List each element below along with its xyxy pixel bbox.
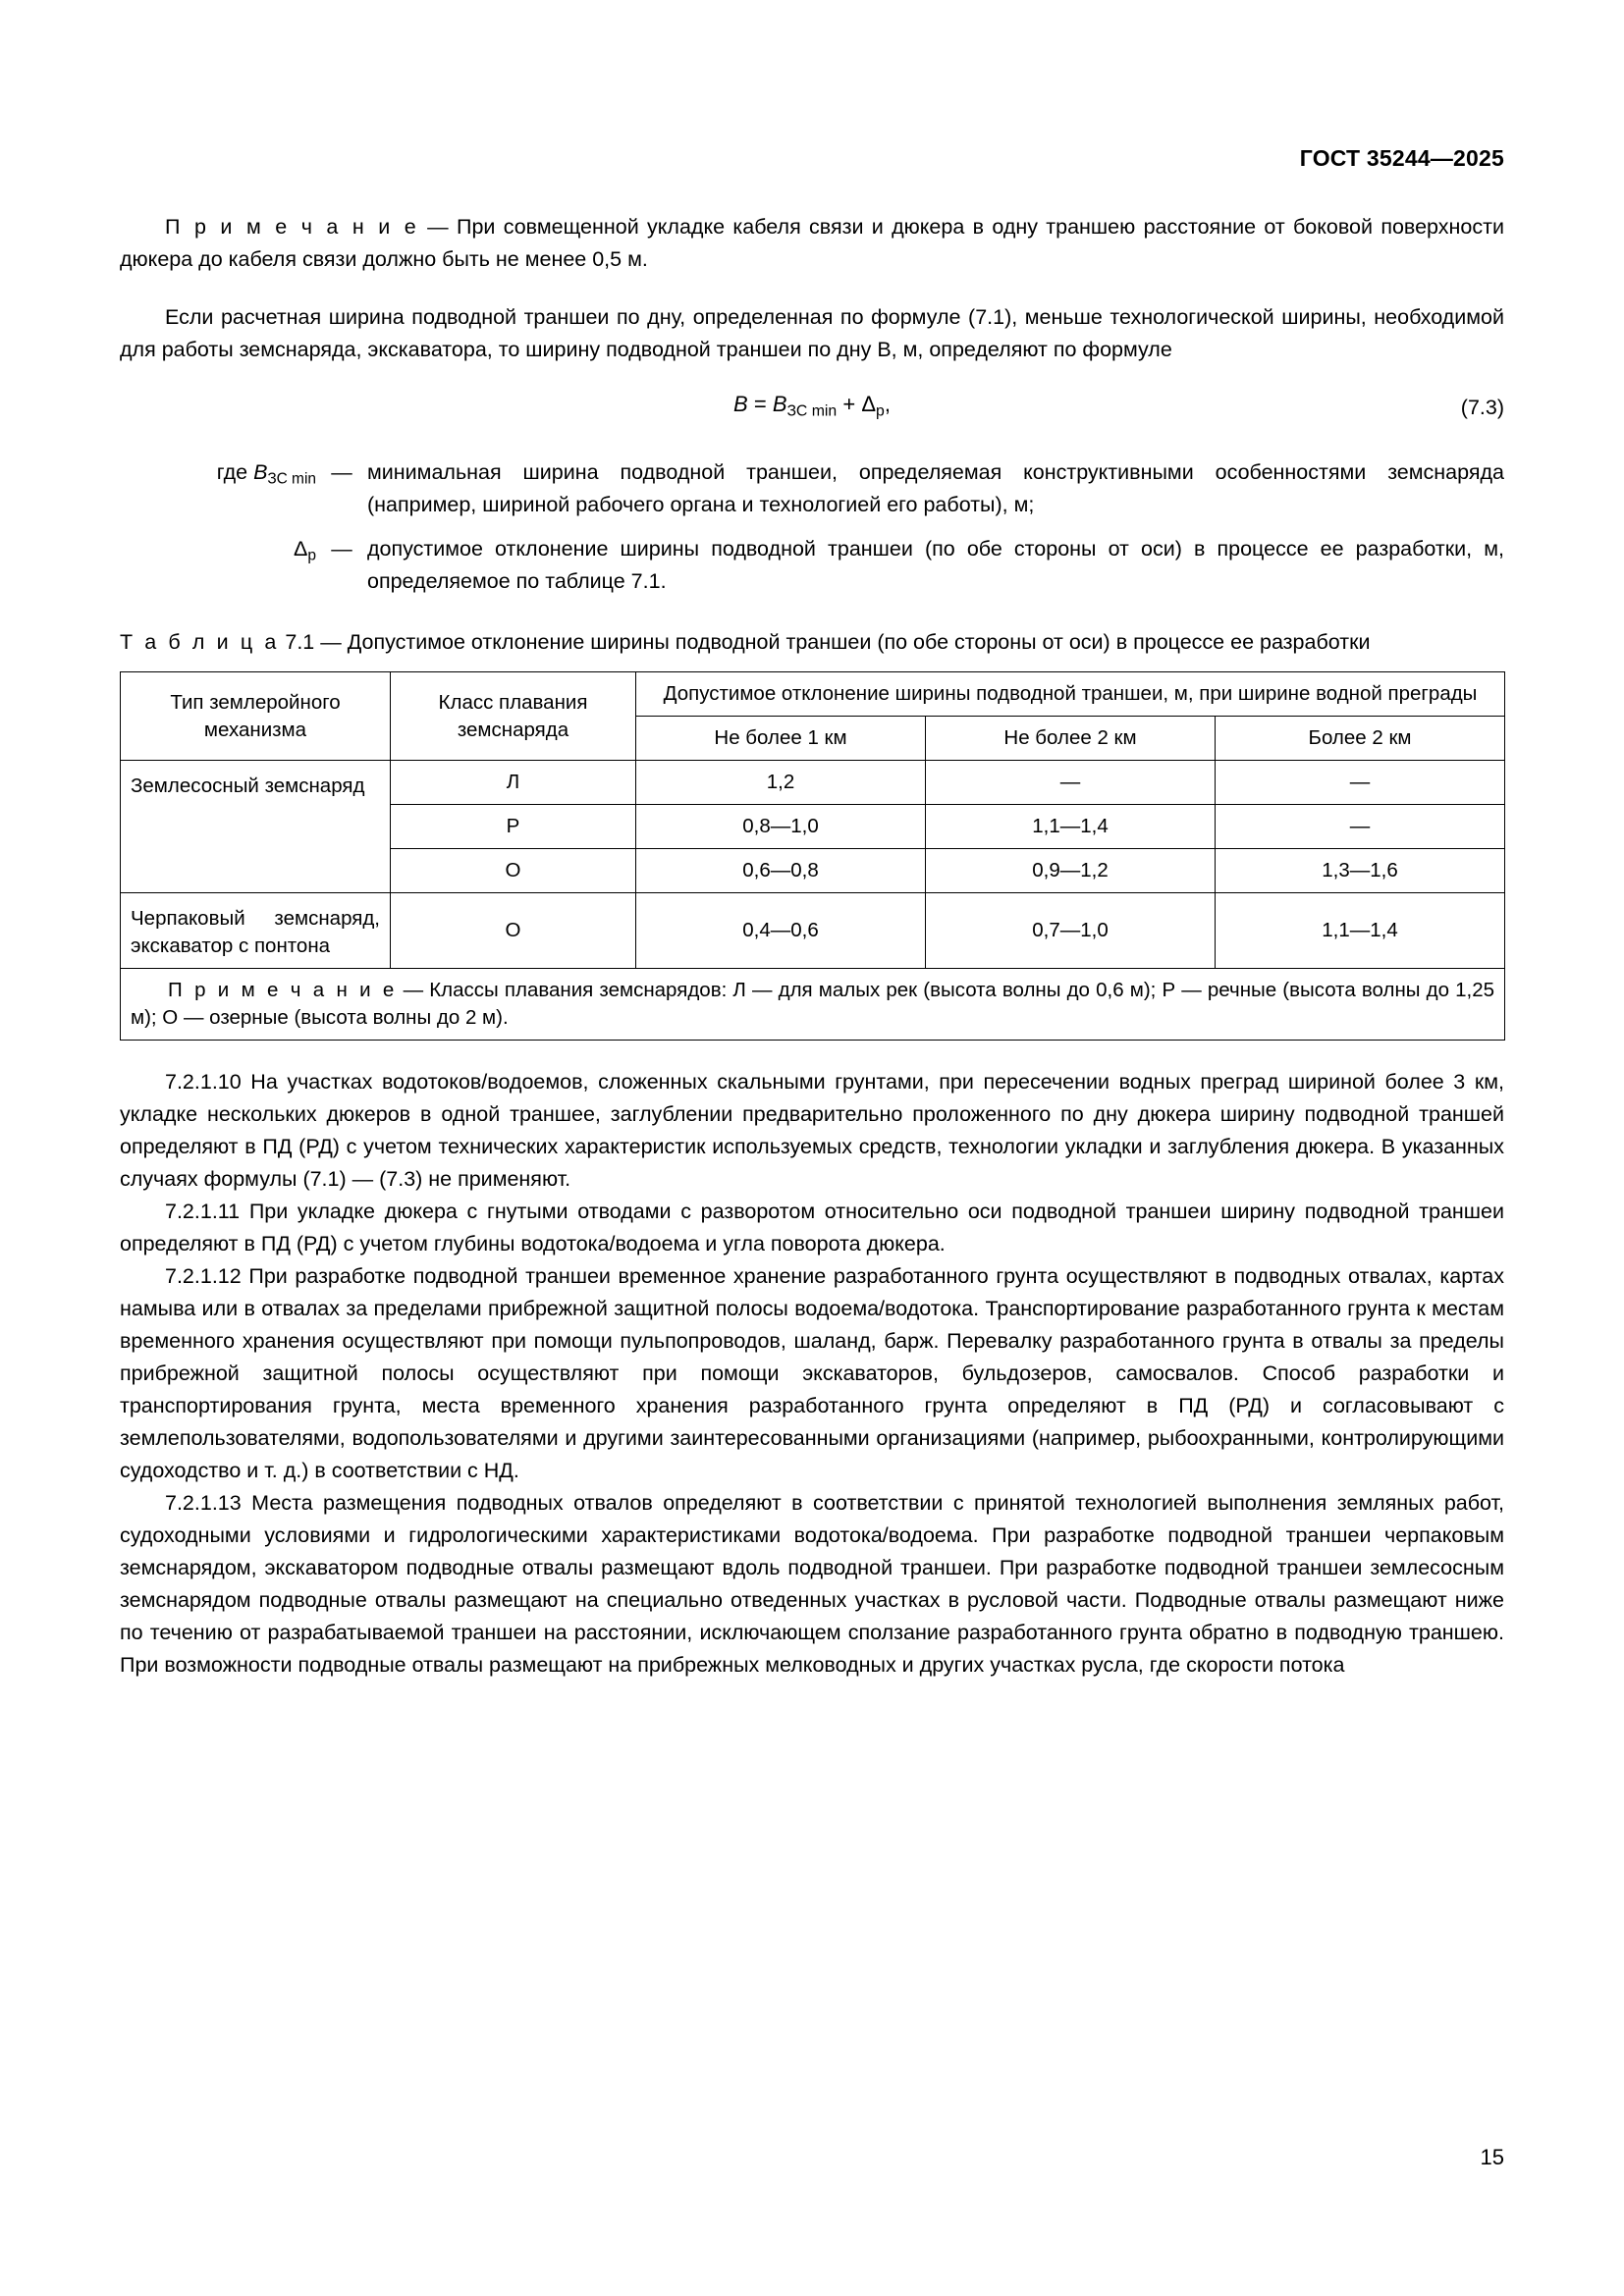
- definition-prefix: где: [216, 460, 248, 484]
- intro-paragraph-text: Если расчетная ширина подводной траншеи по дну, определенная по формуле (7.1), меньше технологической ширины, необходимой для работы земснаряда, экскаватора, то ширину подводной траншеи по дну B, м, определяют по формуле: [120, 305, 1504, 361]
- table-row: [121, 761, 1505, 805]
- formula-delta-sub: р: [876, 402, 885, 420]
- clause-number: 7.2.1.13: [165, 1491, 242, 1515]
- clause-text: При укладке дюкера с гнутыми отводами с разворотом относительно оси подводной траншеи ширину подводной траншеи определяют в ПД (РД) с учетом глубины водотока/водоема и угла поворота дюкера.: [120, 1200, 1504, 1255]
- intro-paragraph: [120, 301, 1504, 366]
- table-subheader-1km: Не более 1 км: [636, 717, 926, 761]
- definition-symbol-sub: ЗС min: [267, 470, 316, 488]
- table-cell-value-2km: 0,7—1,0: [926, 893, 1216, 969]
- clause-number: 7.2.1.10: [165, 1070, 242, 1094]
- table-row: [121, 893, 1505, 969]
- clause-7-2-1-13: [120, 1487, 1504, 1682]
- clause-7-2-1-11: [120, 1196, 1504, 1260]
- definition-item: [120, 456, 1504, 521]
- table-header-group: Допустимое отклонение ширины подводной траншеи, м, при ширине водной преграды: [636, 672, 1505, 717]
- definition-list: [120, 456, 1504, 598]
- definition-dash: —: [331, 537, 352, 561]
- table-cell-value-more2km: —: [1216, 761, 1505, 805]
- definition-term: [120, 533, 316, 598]
- table-cell-mechanism: Землесосный земснаряд: [121, 761, 391, 893]
- note-label: П р и м е ч а н и е: [165, 215, 419, 239]
- definition-dash: —: [331, 460, 352, 484]
- clause-number: 7.2.1.12: [165, 1264, 242, 1288]
- clause-7-2-1-10: [120, 1066, 1504, 1196]
- table-header-class: Класс плавания земснаряда: [391, 672, 636, 761]
- definition-term: [120, 456, 316, 521]
- table-cell-value-2km: 0,9—1,2: [926, 849, 1216, 893]
- table-note-dash: —: [403, 979, 424, 1001]
- definition-text: допустимое отклонение ширины подводной траншеи (по обе стороны от оси) в процессе ее разработки, м, определяемое по таблице 7.1.: [367, 537, 1504, 593]
- table-cell-value-more2km: —: [1216, 805, 1505, 849]
- table-7-1: [120, 671, 1505, 1041]
- table-subheader-2km: Не более 2 км: [926, 717, 1216, 761]
- table-header-mechanism: Тип землеройного механизма: [121, 672, 391, 761]
- note-paragraph: [120, 211, 1504, 276]
- clause-7-2-1-12: [120, 1260, 1504, 1487]
- formula-number: (7.3): [1460, 396, 1504, 419]
- definition-text: минимальная ширина подводной траншеи, определяемая конструктивными особенностями земснаряда (например, шириной рабочего органа и технологией его работы), м;: [367, 460, 1504, 516]
- table-caption-text: Допустимое отклонение ширины подводной траншеи (по обе стороны от оси) в процессе ее разработки: [347, 630, 1371, 654]
- table-cell-value-1km: 0,8—1,0: [636, 805, 926, 849]
- formula-delta: Δ: [861, 392, 877, 416]
- page-content: [120, 211, 1504, 1682]
- table-cell-value-2km: —: [926, 761, 1216, 805]
- table-note-text: Классы плавания земснарядов: Л — для малых рек (высота волны до 0,6 м); Р — речные (высота волны до 1,25 м); О — озерные (высота волны до 2 м).: [131, 979, 1495, 1029]
- formula-right-sub: ЗС min: [786, 402, 838, 420]
- table-cell-value-more2km: 1,1—1,4: [1216, 893, 1505, 969]
- note-dash: —: [427, 215, 449, 239]
- note-text: При совмещенной укладке кабеля связи и дюкера в одну траншею расстояние от боковой поверхности дюкера до кабеля связи должно быть не менее 0,5 м.: [120, 215, 1504, 271]
- formula-comma: ,: [884, 392, 891, 416]
- formula-equals: =: [753, 392, 767, 416]
- table-cell-value-more2km: 1,3—1,6: [1216, 849, 1505, 893]
- table-cell-value-2km: 1,1—1,4: [926, 805, 1216, 849]
- table-cell-class: Л: [391, 761, 636, 805]
- definition-symbol-sub: р: [307, 547, 316, 564]
- definition-symbol: B: [253, 460, 268, 484]
- table-cell-class: О: [391, 849, 636, 893]
- definition-symbol: Δ: [294, 537, 308, 561]
- table-caption-dash: —: [320, 630, 342, 654]
- page-header: ГОСТ 35244—2025: [1299, 145, 1504, 171]
- clause-number: 7.2.1.11: [165, 1200, 241, 1223]
- clause-text: При разработке подводной траншеи временное хранение разработанного грунта осуществляют в подводных отвалах, картах намыва или в отвалах за пределами прибрежной защитной полосы водоема/водотока. Транспортирование разработанного грунта к местам временного хранения осуществляют при помощи пульпопроводов, шаланд, барж. Перевалку разработанного грунта в отвалы за пределы прибрежной защитной полосы осуществляют при помощи экскаваторов, бульдозеров, самосвалов. Способ разработки и транспортирования грунта, места временного хранения разработанного грунта определяют в ПД (РД) и согласовывают с землепользователями, водопользователями и другими заинтересованными организациями (например, рыбоохранными, контролирующими судоходство и т. д.) в соответствии с НД.: [120, 1264, 1505, 1482]
- table-cell-class: О: [391, 893, 636, 969]
- table-cell-value-1km: 1,2: [636, 761, 926, 805]
- formula-7-3-row: [120, 392, 1504, 431]
- page-number: 15: [1480, 2145, 1504, 2169]
- table-header-row: [121, 672, 1505, 717]
- formula-7-3: [120, 392, 1504, 420]
- table-caption-label: Т а б л и ц а: [120, 630, 280, 654]
- table-note-row: [121, 969, 1505, 1041]
- clause-text: Места размещения подводных отвалов определяют в соответствии с принятой технологией выполнения земляных работ, судоходными условиями и гидрологическими характеристиками водотока/водоема. При разработке подводной траншеи черпаковым земснарядом, экскаватором подводные отвалы размещают вдоль подводной траншеи. При разработке подводной траншеи землесосным земснарядом подводные отвалы размещают на специально отведенных участках в русловой части. Подводные отвалы размещают ниже по течению от разрабатываемой траншеи на расстоянии, исключающем сползание разработанного грунта обратно в подводную траншею. При возможности подводные отвалы размещают на прибрежных мелководных и других участках русла, где скорости потока: [120, 1491, 1504, 1677]
- table-cell-class: Р: [391, 805, 636, 849]
- clause-text: На участках водотоков/водоемов, сложенных скальными грунтами, при пересечении водных преград шириной более 3 км, укладке нескольких дюкеров в одной траншее, заглублении предварительно проложенного по дну дюкера ширину подводной траншей определяют в ПД (РД) с учетом технических характеристик используемых средств, технологии укладки и заглубления дюкера. В указанных случаях формулы (7.1) — (7.3) не применяют.: [120, 1070, 1504, 1191]
- table-subheader-more2km: Более 2 км: [1216, 717, 1505, 761]
- table-note: [121, 969, 1505, 1041]
- table-cell-mechanism: Черпаковый земснаряд, экскаватор с понтона: [121, 893, 391, 969]
- formula-plus: +: [842, 392, 856, 416]
- formula-right-main: B: [772, 392, 787, 416]
- table-cell-value-1km: 0,6—0,8: [636, 849, 926, 893]
- table-note-label: П р и м е ч а н и е: [168, 979, 398, 1001]
- formula-left: B: [733, 392, 748, 416]
- table-caption-number: 7.1: [285, 630, 315, 654]
- table-cell-value-1km: 0,4—0,6: [636, 893, 926, 969]
- definition-item: [120, 533, 1504, 598]
- table-caption: [120, 627, 1504, 658]
